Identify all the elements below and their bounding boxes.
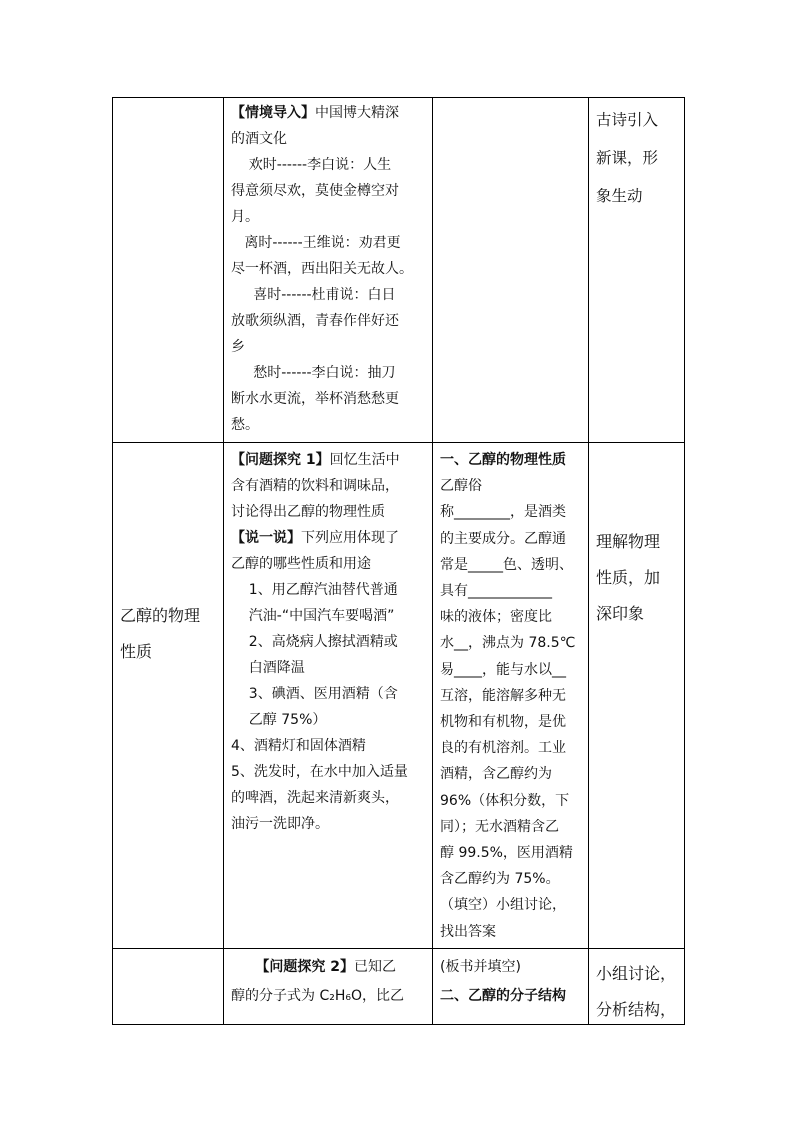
line-text: 汽油-“中国汽车要喝酒” [231, 608, 395, 624]
line-text: 断水水更流，举杯消愁愁更 [231, 391, 399, 407]
text-line [440, 604, 588, 630]
line-text: 油污一洗即净。 [231, 816, 329, 832]
line-text: 含有酒精的饮料和调味品， [231, 478, 399, 494]
row2-board-cell [440, 447, 588, 945]
column-divider-3 [588, 97, 589, 1025]
text-line [231, 603, 431, 629]
text-line [440, 683, 588, 709]
text-line: 分析结构， [596, 1000, 677, 1019]
text-line [231, 230, 431, 256]
line-text: 的酒文化 [231, 131, 287, 147]
row2-topic-cell [120, 598, 223, 670]
bold-heading: 【问题探究 2】 [231, 959, 354, 975]
text-line [231, 707, 431, 733]
text-line [231, 308, 431, 334]
text-line [440, 788, 588, 814]
row3-process-cell [231, 953, 431, 1011]
text-line: 新课，形 [596, 149, 659, 167]
text-line [231, 499, 431, 525]
text-line [440, 552, 588, 578]
line-text: 5、洗发时，在水中加入适量 [231, 764, 408, 780]
text-line: 理解物理 [596, 532, 661, 551]
line-text: 的主要成分。乙醇通 [440, 530, 566, 547]
text-line [440, 866, 588, 892]
line-text: 机物和有机物，是优 [440, 714, 566, 731]
text-line [231, 360, 431, 386]
line-text: (板书并填空) [440, 959, 521, 975]
text-line [440, 840, 588, 866]
text-line [231, 126, 431, 152]
column-divider-2 [432, 97, 433, 1025]
line-text: 已知乙 [354, 959, 396, 975]
table-border-top [112, 97, 685, 98]
row1-process-cell [231, 100, 431, 438]
bold-heading: 二、乙醇的分子结构 [440, 988, 566, 1004]
text-line [231, 681, 431, 707]
line-text: 同）；无水酒精含乙 [440, 818, 559, 835]
line-text: 良的有机溶剂。工业 [440, 740, 566, 757]
text-line [231, 447, 431, 473]
text-line [231, 811, 431, 837]
row3-intent-cell [596, 956, 684, 1028]
row1-intent-cell [596, 101, 684, 215]
line-text: 的啤酒，洗起来清新爽头， [231, 790, 399, 806]
line-text: 乡 [231, 339, 245, 355]
text-line [231, 334, 431, 360]
row-divider-1 [112, 442, 685, 443]
text-line [440, 447, 588, 473]
row2-process-cell [231, 447, 431, 837]
row3-board-cell [440, 953, 588, 1011]
line-text: 得意须尽欢，莫使金樽空对 [231, 183, 399, 199]
bold-heading: 【情境导入】 [231, 105, 315, 121]
line-text: 3、碘酒、医用酒精（含 [231, 686, 398, 702]
text-line [231, 982, 431, 1011]
line-text: 1、用乙醇汽油替代普通 [231, 582, 398, 598]
text-line [440, 499, 588, 525]
line-text: 乙醇的哪些性质和用途 [231, 556, 371, 572]
text-line [440, 473, 588, 499]
line-text: 欢时------李白说：人生 [231, 157, 392, 173]
text-line [231, 256, 431, 282]
line-text: 愁。 [231, 417, 259, 433]
line-text: 回忆生活中 [329, 452, 400, 468]
line-text: 醇的分子式为 C₂H₆O，比乙 [231, 988, 404, 1004]
row2-intent-cell [596, 524, 684, 632]
text-line [440, 953, 588, 982]
line-text: 白酒降温 [231, 660, 305, 676]
text-line [440, 735, 588, 761]
bold-heading: 【问题探究 1】 [231, 452, 330, 468]
line-text: 下列应用体现了 [301, 530, 399, 546]
line-text: 水__，沸点为 78.5℃ [440, 635, 576, 652]
text-line [231, 282, 431, 308]
line-text: 放歌须纵酒，青春作伴好还 [231, 313, 399, 329]
line-text: 尽一杯酒，西出阳关无故人。 [231, 261, 413, 277]
line-text: 讨论得出乙醇的物理性质 [231, 504, 385, 520]
text-line: 象生动 [596, 187, 643, 205]
text-line [231, 733, 431, 759]
line-text: 4、酒精灯和固体酒精 [231, 738, 366, 754]
text-line [440, 630, 588, 656]
text-line: 乙醇的物理 [120, 606, 201, 625]
line-text: 喜时------杜甫说：白日 [231, 287, 396, 303]
line-text: （填空）小组讨论， [440, 897, 566, 914]
text-line [440, 814, 588, 840]
text-line [440, 892, 588, 918]
bold-heading: 一、乙醇的物理性质 [440, 452, 566, 468]
text-line [231, 473, 431, 499]
line-text: 2、高烧病人擦拭酒精或 [231, 634, 398, 650]
text-line [440, 657, 588, 683]
text-line [231, 759, 431, 785]
text-line [231, 551, 431, 577]
text-line [231, 178, 431, 204]
text-line [231, 204, 431, 230]
row-divider-2 [112, 948, 685, 949]
text-line [440, 982, 588, 1011]
line-text: 离时------王维说：劝君更 [231, 235, 401, 251]
text-line [440, 761, 588, 787]
line-text: 互溶，能溶解多种无 [440, 687, 566, 704]
line-text: 酒精，含乙醇约为 [440, 766, 552, 783]
text-line [440, 919, 588, 945]
text-line [231, 577, 431, 603]
line-text: 找出答案 [440, 923, 496, 940]
line-text: 常是_____色、透明、 [440, 556, 573, 573]
text-line [440, 709, 588, 735]
line-text: 含乙醇约为 75%。 [440, 871, 560, 888]
text-line [231, 655, 431, 681]
text-line [231, 100, 431, 126]
text-line [440, 526, 588, 552]
text-line [231, 629, 431, 655]
column-divider-1 [223, 97, 224, 1025]
line-text: 中国博大精深 [315, 105, 399, 121]
line-text: 称________，是酒类 [440, 504, 566, 521]
bold-heading: 【说一说】 [231, 530, 301, 546]
text-line: 古诗引入 [596, 111, 659, 129]
line-text: 易____，能与水以__ [440, 661, 566, 678]
line-text: 味的液体；密度比 [440, 609, 552, 626]
line-text: 乙醇俗 [440, 478, 482, 495]
text-line: 性质 [120, 642, 153, 661]
line-text: 96%（体积分数，下 [440, 792, 570, 809]
table-border-right [684, 97, 685, 1025]
text-line: 小组讨论， [596, 964, 677, 983]
text-line [231, 386, 431, 412]
line-text: 乙醇 75%） [231, 712, 327, 728]
text-line: 性质，加 [596, 568, 661, 587]
text-line [231, 152, 431, 178]
line-text: 具有____________ [440, 583, 552, 600]
line-text: 醇 99.5%，医用酒精 [440, 845, 573, 862]
text-line [231, 525, 431, 551]
text-line: 深印象 [596, 604, 645, 623]
line-text: 愁时------李白说：抽刀 [231, 365, 396, 381]
text-line [231, 785, 431, 811]
text-line [231, 412, 431, 438]
text-line [231, 953, 431, 982]
text-line [440, 578, 588, 604]
line-text: 月。 [231, 209, 259, 225]
table-border-left [112, 97, 113, 1025]
